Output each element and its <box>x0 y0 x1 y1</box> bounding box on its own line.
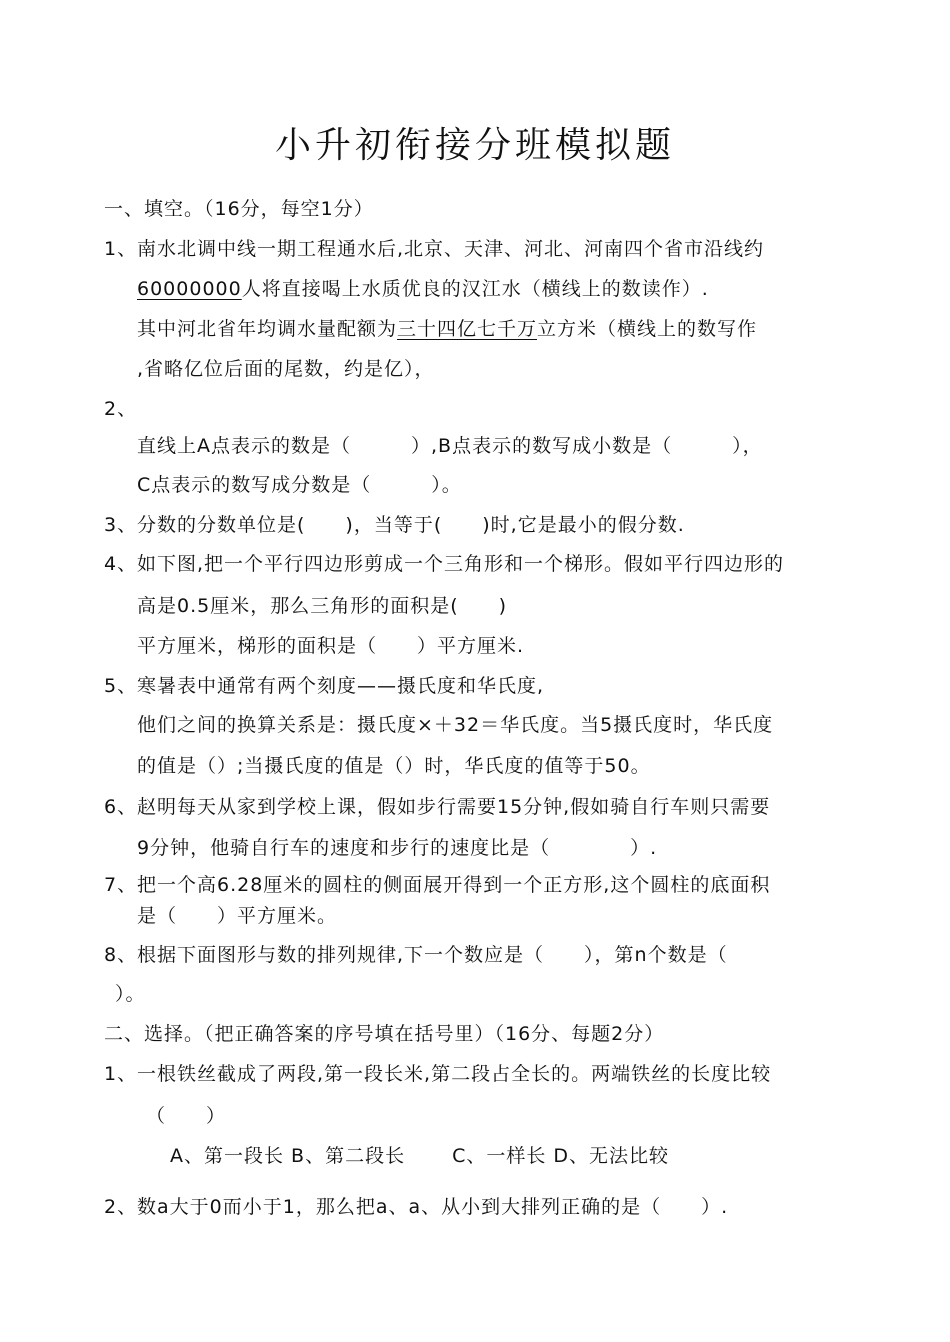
question-text: 数a大于0而小于1，那么把a、a、从小到大排列正确的是（ ）. <box>137 1196 729 1218</box>
question-text: 赵明每天从家到学校上课，假如步行需要15分钟,假如骑自行车则只需要 <box>137 796 771 818</box>
question-text: 他们之间的换算关系是：摄氏度×＋32＝华氏度。当5摄氏度时，华氏度 <box>137 714 774 736</box>
question-text: 高是0.5厘米，那么三角形的面积是( ) <box>137 595 508 617</box>
section1-heading: 一、填空。（16分，每空1分） <box>104 198 374 220</box>
question-text: 60000000人将直接喝上水质优良的汉江水（横线上的数读作）. <box>137 278 709 300</box>
question-number: 1、 <box>104 1063 138 1085</box>
question-number: 2、 <box>104 398 138 420</box>
question-number: 1、 <box>104 238 138 260</box>
question-number: 4、 <box>104 553 138 575</box>
question-text: 平方厘米，梯形的面积是（ ）平方厘米. <box>137 635 525 657</box>
section2-heading: 二、选择。（把正确答案的序号填在括号里）（16分、每题2分） <box>104 1023 665 1045</box>
question-text: 寒暑表中通常有两个刻度——摄氏度和华氏度, <box>137 675 545 697</box>
underlined-number: 60000000 <box>137 278 242 300</box>
answer-bracket: （ ） <box>146 1105 227 1127</box>
question-text: 南水北调中线一期工程通水后,北京、天津、河北、河南四个省市沿线约 <box>137 238 765 260</box>
question-text: 是（ ）平方厘米。 <box>137 905 338 927</box>
question-number: 3、 <box>104 514 138 536</box>
page-title: 小升初衔接分班模拟题 <box>274 125 675 166</box>
answer-options: A、第一段长 B、第二段长 C、一样长 D、无法比较 <box>170 1145 670 1167</box>
question-number: 2、 <box>104 1196 138 1218</box>
question-number: 6、 <box>104 796 138 818</box>
question-text: 9分钟，他骑自行车的速度和步行的速度比是（ ）. <box>137 837 658 859</box>
question-text: C点表示的数写成分数是（ ）。 <box>137 474 462 496</box>
question-text: 一根铁丝截成了两段,第一段长米,第二段占全长的。两端铁丝的长度比较 <box>137 1063 772 1085</box>
question-text: 根据下面图形与数的排列规律,下一个数应是（ ），第n个数是（ <box>137 944 728 966</box>
question-text: 分数的分数单位是( )，当等于( )时,它是最小的假分数. <box>137 514 685 536</box>
question-number: 8、 <box>104 944 138 966</box>
question-text: 的值是（）;当摄氏度的值是（）时，华氏度的值等于50。 <box>137 755 651 777</box>
question-text: 把一个高6.28厘米的圆柱的侧面展开得到一个正方形,这个圆柱的底面积 <box>137 874 771 896</box>
question-text: ）。 <box>115 983 146 1005</box>
question-number: 5、 <box>104 675 138 697</box>
question-text: 如下图,把一个平行四边形剪成一个三角形和一个梯形。假如平行四边形的 <box>137 553 785 575</box>
underlined-words: 三十四亿七千万 <box>397 318 538 340</box>
question-text: 其中河北省年均调水量配额为三十四亿七千万立方米（横线上的数写作 <box>137 318 758 340</box>
question-text: 直线上A点表示的数是（ ）,B点表示的数写成小数是（ ）， <box>137 435 763 457</box>
question-number: 7、 <box>104 874 138 896</box>
question-text: ,省略亿位后面的尾数，约是亿）， <box>137 358 435 380</box>
